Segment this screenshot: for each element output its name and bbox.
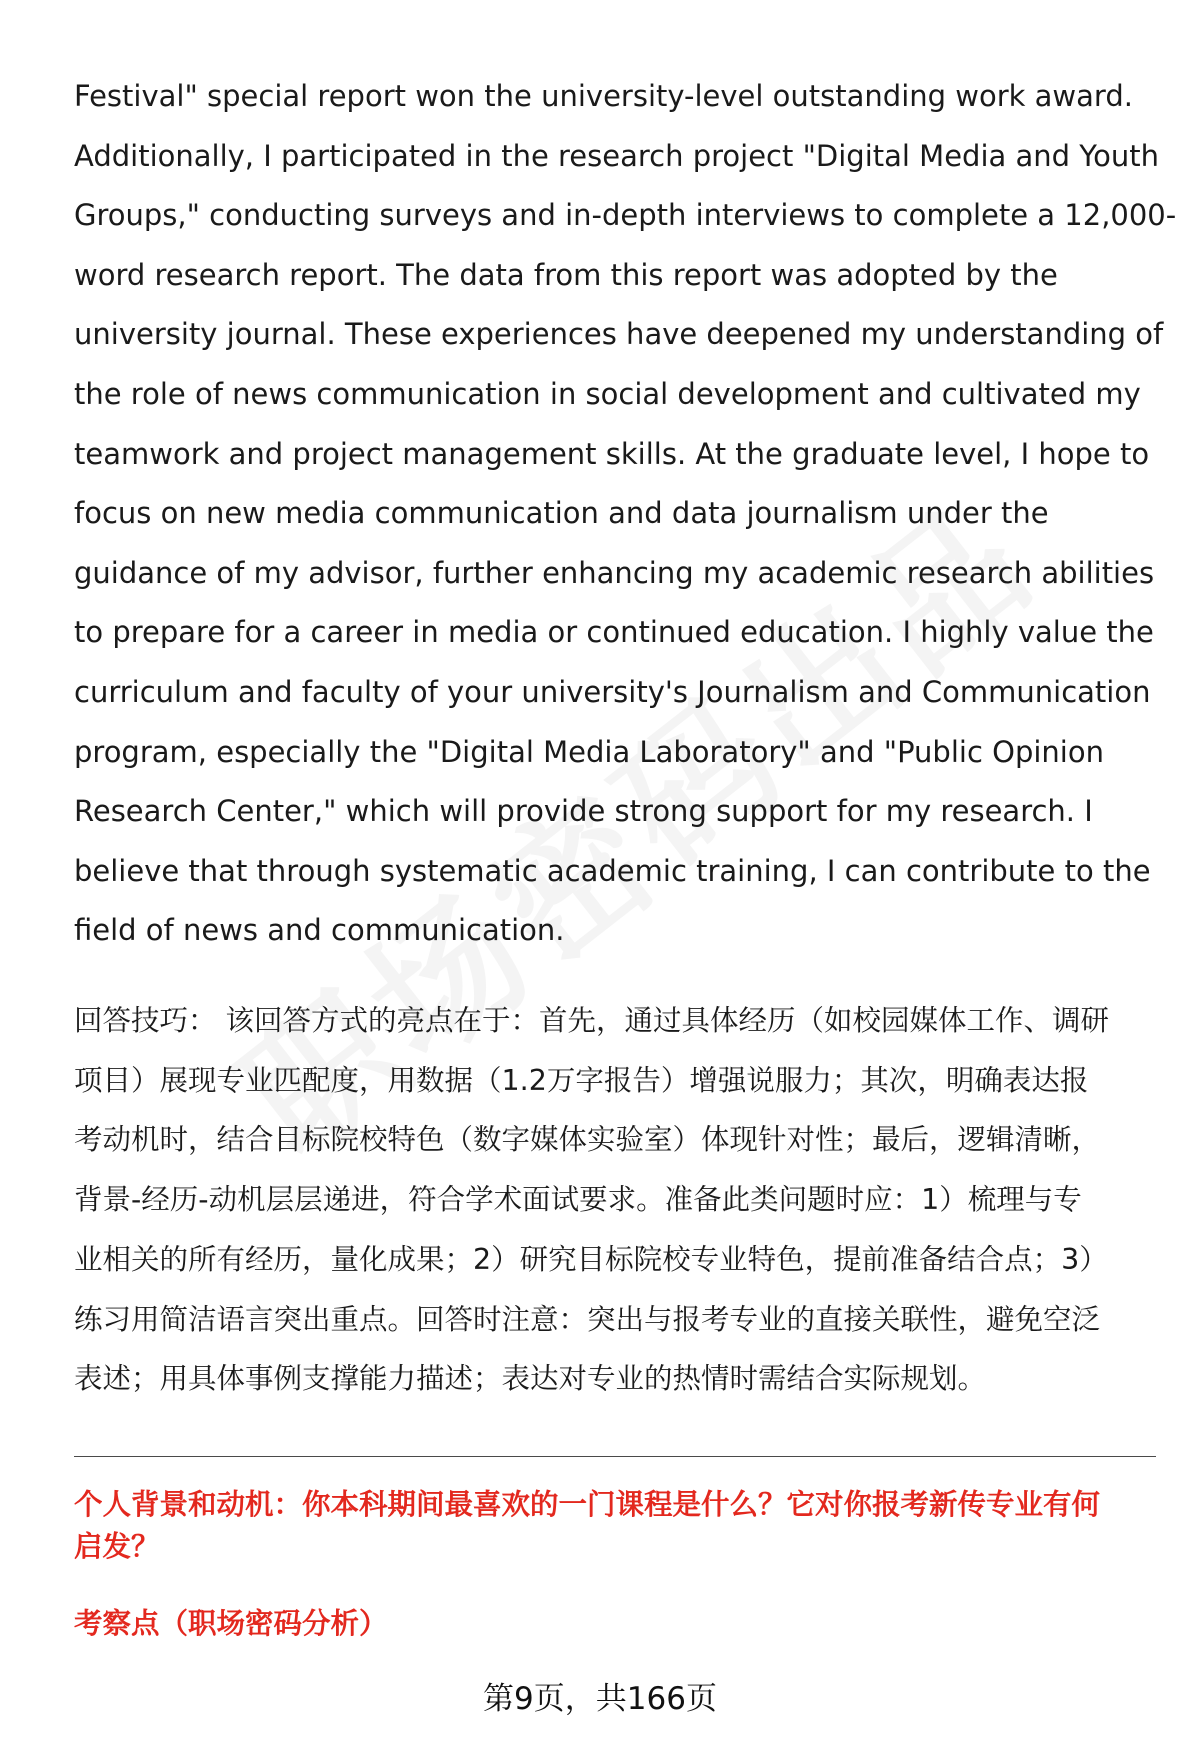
question-line: 个人背景和动机：你本科期间最喜欢的一门课程是什么？它对你报考新传专业有何 <box>74 1488 1101 1521</box>
text-line: university journal. These experiences have deepened my understanding of <box>74 317 1164 352</box>
text-line: teamwork and project management skills. At the graduate level, I hope to <box>74 436 1150 471</box>
text-line: Additionally, I participated in the research project "Digital Media and Youth <box>74 138 1160 173</box>
text-line: field of news and communication. <box>74 913 565 948</box>
text-line: believe that through systematic academic training, I can contribute to the <box>74 853 1151 888</box>
text-line: focus on new media communication and data journalism under the <box>74 496 1049 531</box>
text-line: Research Center," which will provide strong support for my research. I <box>74 794 1093 829</box>
assessment-points-heading: 考察点（职场密码分析） <box>74 1607 388 1640</box>
page-number-footer: 第9页，共166页 <box>483 1681 717 1717</box>
text-line: Festival" special report won the university-level outstanding work award. <box>74 79 1133 113</box>
section-divider <box>74 1456 1156 1457</box>
text-line: 项目）展现专业匹配度，用数据（1.2万字报告）增强说服力；其次，明确表达报 <box>74 1063 1089 1097</box>
text-line: the role of news communication in social development and cultivated my <box>74 376 1141 411</box>
text-line: 考动机时，结合目标院校特色（数字媒体实验室）体现针对性；最后，逻辑清晰， <box>74 1123 1101 1157</box>
text-line: program, especially the "Digital Media Laboratory" and "Public Opinion <box>74 734 1104 769</box>
question-heading <box>74 1484 1164 1568</box>
text-line: curriculum and faculty of your university's Journalism and Communication <box>74 674 1151 709</box>
text-line: Groups," conducting surveys and in-depth interviews to complete a 12,000- <box>74 198 1177 233</box>
question-line: 启发？ <box>74 1530 160 1563</box>
text-line: guidance of my advisor, further enhancing my academic research abilities <box>74 555 1155 590</box>
english-answer-paragraph <box>74 67 1177 961</box>
text-line: word research report. The data from this report was adopted by the <box>74 257 1058 292</box>
text-line: 练习用简洁语言突出重点。回答时注意：突出与报考专业的直接关联性，避免空泛 <box>74 1302 1101 1336</box>
text-line: 回答技巧： 该回答方式的亮点在于：首先，通过具体经历（如校园媒体工作、调研 <box>74 1004 1110 1037</box>
text-line: 表述；用具体事例支撑能力描述；表达对专业的热情时需结合实际规划。 <box>74 1362 987 1396</box>
text-line: 业相关的所有经历，量化成果；2）研究目标院校专业特色，提前准备结合点；3） <box>74 1242 1108 1276</box>
answer-tips-paragraph <box>74 991 1164 1409</box>
text-line: to prepare for a career in media or continued education. I highly value the <box>74 615 1154 650</box>
text-line: 背景-经历-动机层层递进，符合学术面试要求。准备此类问题时应：1）梳理与专 <box>74 1183 1082 1217</box>
